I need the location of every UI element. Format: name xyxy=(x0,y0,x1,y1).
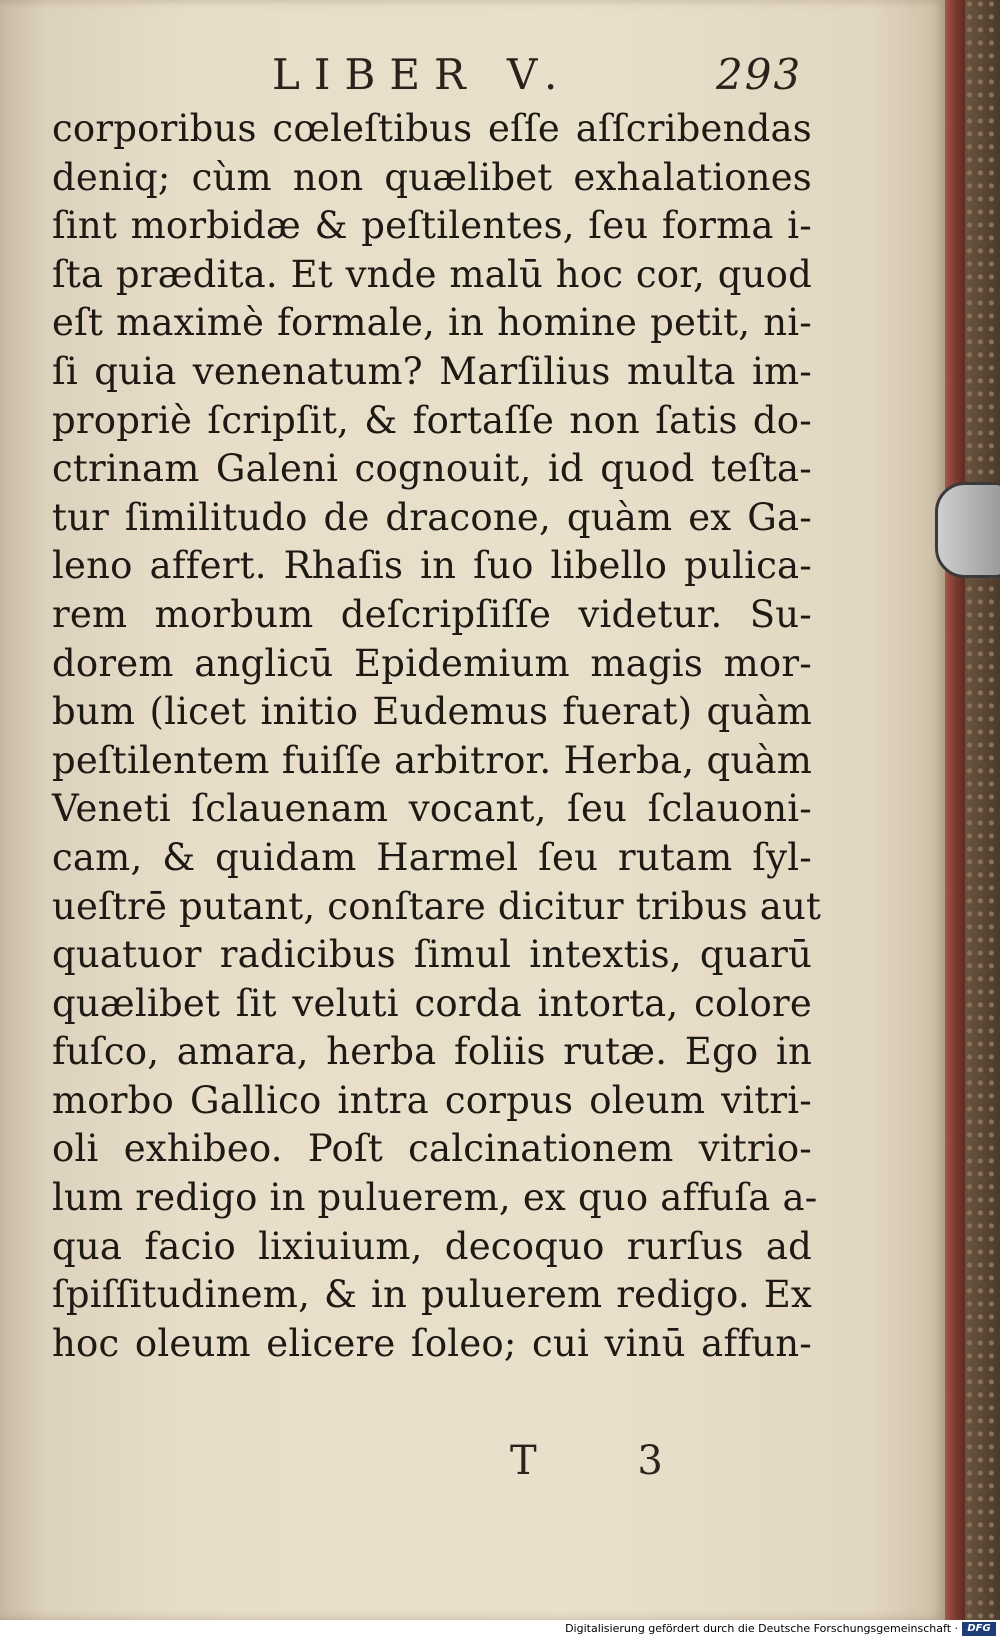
dfg-logo: DFG xyxy=(962,1622,996,1636)
text-line: ſint morbidæ & peſtilentes, ſeu forma i- xyxy=(52,204,812,248)
text-line: morbo Gallico intra corpus oleum vitri- xyxy=(52,1078,812,1122)
text-line: hoc oleum elicere ſoleo; cui vinū affun- xyxy=(52,1321,812,1365)
text-line: corporibus cœleſtibus eſſe aſſcribendas xyxy=(52,107,812,150)
text-line: ſi quia venenatum? Marſilius multa im- xyxy=(52,349,812,393)
red-page-edge xyxy=(945,0,965,1620)
digitization-footer xyxy=(0,1620,1000,1638)
text-line: peſtilentem fuiſſe arbitror. Herba, quàm xyxy=(52,738,812,782)
signature-mark: T 3 xyxy=(510,1438,707,1484)
text-line: ſpiſſitudinem, & in puluerem redigo. Ex xyxy=(52,1273,812,1317)
page-header xyxy=(0,50,945,110)
text-line: quælibet ſit veluti corda intorta, colore xyxy=(52,981,812,1025)
text-line: Veneti ſclauenam vocant, ſeu ſclauoni- xyxy=(52,787,812,831)
text-line: ſta prædita. Et vnde malū hoc cor, quod xyxy=(52,252,812,296)
metal-clip xyxy=(935,482,1000,578)
book-cover-edge xyxy=(965,0,1000,1620)
text-line: ctrinam Galeni cognouit, id quod teſta- xyxy=(52,447,812,491)
text-line: cam, & quidam Harmel ſeu rutam ſyl- xyxy=(52,835,812,879)
text-line: bum (licet initio Eudemus fuerat) quàm xyxy=(52,690,812,734)
text-line: deniq; cùm non quælibet exhalationes xyxy=(52,155,812,199)
running-title: LIBER V. xyxy=(272,50,572,99)
text-line: tur ſimilitudo de dracone, quàm ex Ga- xyxy=(52,495,812,539)
text-line: dorem anglicū Epidemium magis mor- xyxy=(52,641,812,685)
page-number: 293 xyxy=(716,50,803,99)
text-line: oli exhibeo. Poſt calcinationem vitrio- xyxy=(52,1127,812,1171)
text-line: quatuor radicibus ſimul intextis, quarū xyxy=(52,933,812,977)
text-line: propriè ſcripſit, & fortaſſe non ſatis do- xyxy=(52,398,812,442)
text-line: qua facio lixiuium, decoquo rurſus ad xyxy=(52,1224,812,1268)
body-text xyxy=(52,105,822,1368)
text-line: rem morbum deſcripſiſſe videtur. Su- xyxy=(52,592,812,636)
text-line: fuſco, amara, herba foliis rutæ. Ego in xyxy=(52,1030,812,1074)
text-line: eſt maximè formale, in homine petit, ni- xyxy=(52,301,812,345)
text-line: ueſtrē putant, conſtare dicitur tribus aut xyxy=(52,884,822,928)
text-line: lum redigo in puluerem, ex quo affuſa a- xyxy=(52,1176,818,1220)
text-line: leno affert. Rhaſis in ſuo libello pulica- xyxy=(52,544,812,588)
funding-credit: Digitalisierung gefördert durch die Deutsche Forschungsgemeinschaft · xyxy=(565,1622,958,1635)
